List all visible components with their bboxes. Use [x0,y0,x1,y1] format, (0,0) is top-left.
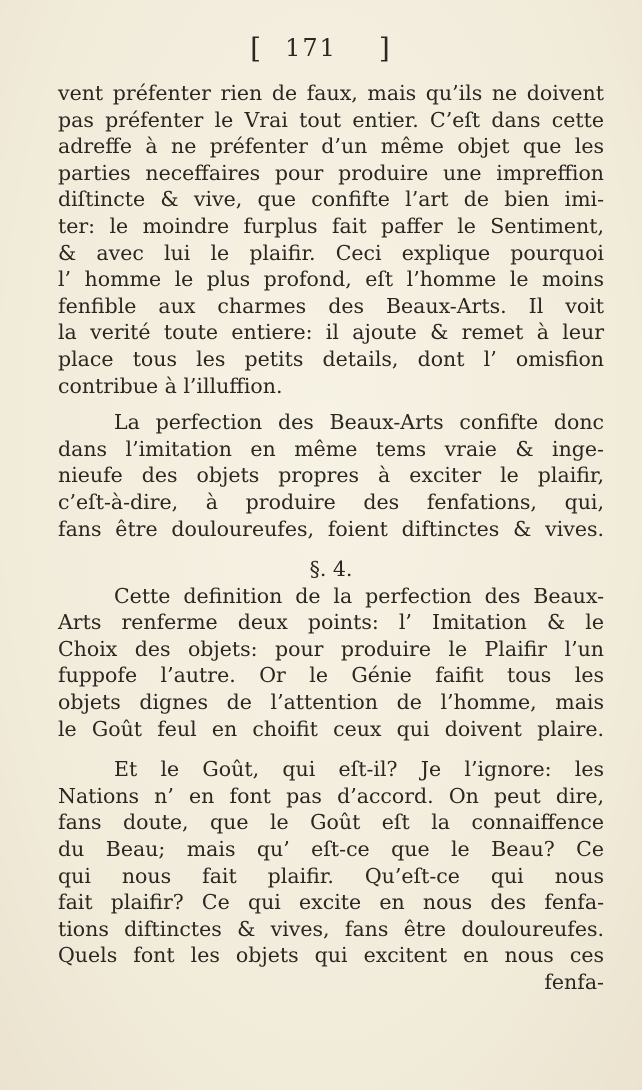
text-line: parties neceffaires pour produire une impreffion [58,160,604,185]
text-line: & avec lui le plaifir. Ceci explique pourquoi [58,240,604,265]
body-text [58,80,604,996]
text-line: le Goût feul en choifit ceux qui doivent plaire. [58,716,604,741]
text-line: tions diftinctes & vives, fans être douloureufes. [58,916,604,941]
paragraph-2 [58,409,604,542]
text-line: la verité toute entiere: il ajoute & remet à leur [58,320,604,345]
text-line: Et le Goût, qui eſt-il? Je l’ignore: les [114,757,604,782]
text-line: fuppofe l’autre. Or le Génie faifit tous les [58,663,604,688]
section-heading: §. 4. [309,557,353,582]
text-line: objets dignes de l’attention de l’homme, mais [58,690,604,715]
text-line: dans l’imitation en même tems vraie & inge- [58,436,604,461]
text-line: c’eſt-à-dire, à produire des fenfations, qui, [58,489,604,514]
text-line: fans être douloureufes, foient diftinctes & vives. [58,516,604,541]
text-line: nieufe des objets propres à exciter le plaifir, [58,463,604,488]
page-header [0,32,642,65]
page-number: 171 [285,34,337,62]
text-line: place tous les petits details, dont l’ omisfion [58,346,604,371]
text-line: Nations n’ en font pas d’accord. On peut dire, [58,783,604,808]
text-line: du Beau; mais qu’ eſt-ce que le Beau? Ce [58,837,604,862]
text-line: diſtincte & vive, que confifte l’art de bien imi- [58,187,604,212]
paragraph-3 [58,583,604,743]
text-line: vent préfenter rien de faux, mais qu’ils ne doivent [58,81,604,105]
text-line: La perfection des Beaux-Arts confifte donc [114,410,604,435]
text-line: Arts renferme deux points: l’ Imitation & le [58,610,604,635]
text-line: l’ homme le plus profond, eſt l’homme le moins [58,267,604,292]
text-line: Choix des objets: pour produire le Plaifir l’un [58,636,604,661]
text-line: Quels font les objets qui excitent en nous ces [58,943,604,968]
text-line: fait plaifir? Ce qui excite en nous des fenfa- [58,890,604,915]
header-bracket-close: ] [378,32,392,65]
text-line: fans doute, que le Goût eſt la connaiffence [58,810,604,835]
text-line: adreffe à ne préfenter d’un même objet que les [58,134,604,159]
text-line: qui nous fait plaifir. Qu’eſt-ce qui nous [58,863,604,888]
text-line: fenfible aux charmes des Beaux-Arts. Il voit [58,293,604,318]
text-line: contribue à l’illuffion. [58,373,283,398]
text-line: Cette definition de la perfection des Beaux- [114,583,604,608]
header-bracket-open: [ [250,32,264,65]
paragraph-1 [58,80,604,399]
paragraph-4 [58,756,604,995]
text-line: pas préfenter le Vrai tout entier. C’eſt dans cette [58,107,604,132]
text-line: ter: le moindre furplus fait paffer le Sentiment, [58,213,604,238]
catchword: fenfa- [544,970,604,994]
